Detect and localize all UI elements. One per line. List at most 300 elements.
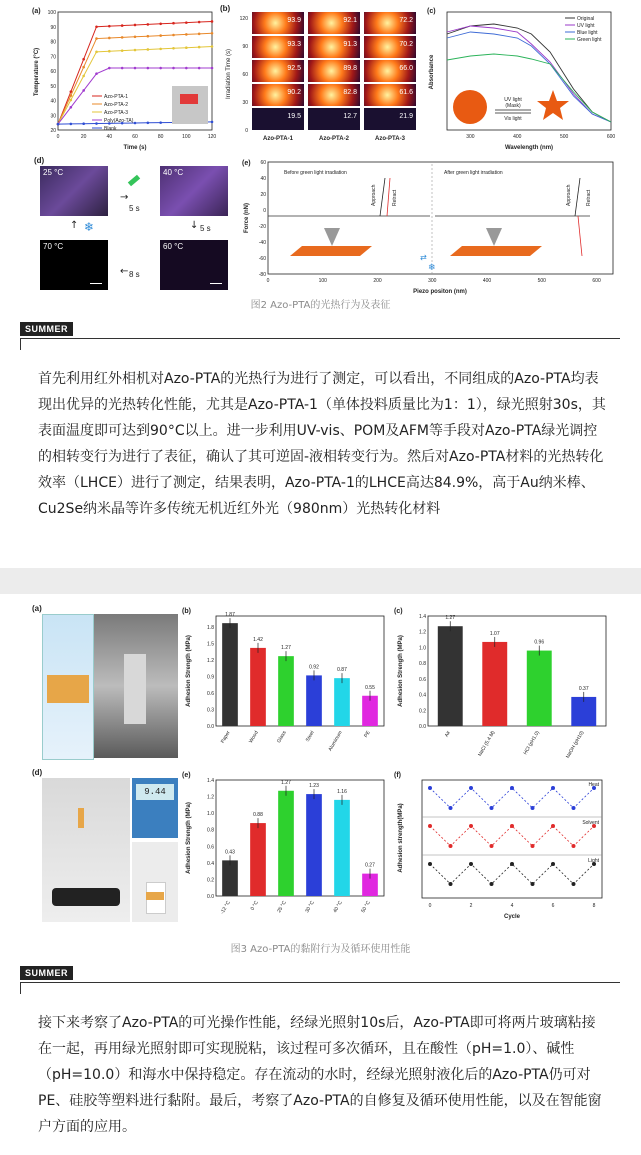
section-tag-1: SUMMER	[20, 322, 73, 336]
glass-slide-photo	[42, 614, 94, 760]
fig2e-ytick: -60	[258, 256, 266, 262]
fig2e-ytick: 40	[260, 176, 266, 182]
f3e-data-label: 1.23	[309, 783, 319, 790]
pom-temp-40: 40 °C	[163, 168, 184, 177]
fig3f-point	[449, 806, 453, 810]
thermal-image-cell	[364, 84, 416, 106]
fig2a-point	[70, 106, 73, 109]
fig2a-point	[185, 46, 188, 49]
tensile-tester-photo	[94, 614, 178, 758]
f3c-data-label: 0.96	[534, 639, 545, 646]
thermal-image-cell	[252, 84, 304, 106]
f3e-data-label: 1.27	[281, 779, 291, 786]
fig2e-xtick: 400	[482, 278, 492, 284]
thermal-image-cell	[308, 36, 360, 58]
fig2a-point	[159, 67, 162, 70]
fig2c-legend-label: Green light	[577, 37, 602, 43]
thermal-image-cell	[364, 36, 416, 58]
fig2a-xtick: 120	[207, 134, 217, 140]
fig2a-point	[198, 33, 201, 36]
fig3f-point	[469, 786, 473, 790]
f3c-data-label: 0.37	[578, 685, 589, 692]
fig2e-ytick: 20	[260, 192, 266, 198]
fig2a-legend-label: Azo-PTA-1	[104, 94, 129, 100]
fig2a-point	[147, 67, 150, 70]
arrow-up-icon: ↑	[70, 220, 79, 231]
fig2b-ylabel: Irradiation Time (s)	[226, 48, 232, 100]
weight-hanging-photo	[42, 778, 130, 922]
fig2a-point	[147, 35, 150, 38]
f3e-xtick: 25 °C	[276, 900, 288, 914]
pom-image-70c	[40, 240, 108, 290]
f3b-xtick: Glass	[276, 730, 288, 745]
fig2b-col-label: Azo-PTA-1	[263, 136, 293, 142]
f3e-bar	[334, 800, 350, 896]
f3c-label: (c)	[394, 608, 403, 615]
f3e-ylabel: Adhesion Strength (MPa)	[186, 802, 192, 874]
f3e-label: (e)	[182, 772, 191, 779]
fig3f-point	[531, 882, 535, 886]
fig2a-ylabel: Temperature (°C)	[34, 47, 40, 97]
fig3f-point	[428, 862, 432, 866]
thermal-max-value: 89.8	[343, 65, 357, 72]
fig2a-point	[95, 37, 98, 40]
fig3f-xtick: 6	[551, 903, 555, 909]
fig3-panel-f-chart	[392, 768, 612, 934]
f3e-xtick: 50 °C	[360, 900, 372, 914]
pom-image-25c	[40, 166, 108, 216]
f3b-frame	[216, 616, 384, 726]
fig2a-ytick: 40	[50, 98, 56, 105]
f3b-ytick: 0.0	[207, 724, 214, 730]
fig2a-point	[134, 67, 137, 70]
fig2a-point	[211, 121, 214, 124]
fig3f-series-line	[430, 864, 594, 884]
thermal-image-cell	[308, 84, 360, 106]
f3c-bar	[527, 651, 552, 726]
fig2c-uv-text: UV light	[504, 97, 522, 103]
fig3f-point	[449, 844, 453, 848]
f3c-xtick: HCl (pH1.0)	[522, 730, 541, 756]
fig2e-label: (e)	[242, 160, 251, 167]
fig3-panel-b-chart	[180, 604, 390, 764]
pom-temp-60: 60 °C	[163, 242, 184, 251]
fig2a-point	[159, 48, 162, 51]
f3e-xtick: -12 °C	[219, 900, 232, 916]
fig2e-snowflake-icon: ❄	[428, 263, 436, 273]
fig2a-point	[198, 21, 201, 24]
fig2a-point	[108, 25, 111, 28]
fig3-panel-c-chart	[392, 604, 612, 764]
fig3f-point	[510, 862, 514, 866]
f3b-ytick: 1.5	[207, 641, 214, 648]
thermal-image-cell	[308, 60, 360, 82]
fig2c-ylabel: Absorbance	[429, 54, 435, 90]
fig3f-point	[572, 844, 576, 848]
thermal-max-value: 93.9	[287, 17, 301, 24]
f3c-ytick: 1.4	[419, 614, 426, 620]
f3e-bar	[222, 860, 238, 896]
fig2a-legend-label: Azo-PTA-2	[104, 102, 129, 108]
fig2a-point	[121, 67, 124, 70]
fig3-panel-e-chart	[180, 768, 390, 934]
f3b-xtick: Wood	[248, 730, 260, 745]
fig2c-legend-label: UV light	[577, 23, 595, 29]
figure-3	[30, 604, 615, 934]
fig3f-xlabel: Cycle	[503, 914, 521, 920]
fig2a-ytick: 80	[50, 39, 56, 46]
f3e-data-label: 0.88	[253, 812, 263, 819]
fig3f-point	[572, 806, 576, 810]
fig2e-xtick: 100	[318, 278, 327, 284]
fig3f-ylabel: Adhesion strength(MPa)	[398, 803, 404, 873]
section-tag-2: SUMMER	[20, 966, 73, 980]
fig2a-ytick: 50	[50, 83, 56, 90]
fig2a-point	[121, 24, 124, 27]
f3c-ytick: 0.6	[419, 676, 426, 683]
fig2a-point	[134, 122, 137, 125]
thermal-image-cell	[252, 36, 304, 58]
fig2e-xlabel: Piezo positon (nm)	[413, 289, 467, 295]
fig2-panel-e-chart	[240, 156, 615, 296]
fig2e-approach-1: Approach	[371, 184, 377, 206]
fig2a-point	[147, 48, 150, 51]
f3c-xtick: NaCl (5.4 M)	[477, 730, 497, 758]
thermal-max-value: 66.0	[399, 65, 413, 72]
f3e-frame	[216, 780, 384, 896]
thermal-max-value: 90.2	[287, 89, 301, 96]
fig2e-xtick: 0	[266, 278, 270, 284]
fig2b-label: (b)	[220, 4, 231, 13]
fig2a-point	[211, 45, 214, 48]
fig2a-xtick: 80	[157, 134, 164, 140]
fig2e-retract-1: Retract	[392, 189, 398, 206]
fig3f-legend-label: Heat	[588, 782, 599, 788]
afm-tip-after	[486, 228, 502, 246]
f3c-data-label: 1.07	[489, 630, 500, 637]
thermal-image-cell	[364, 60, 416, 82]
f3b-xtick: PE	[363, 730, 372, 739]
fig2-panel-c-chart	[425, 4, 615, 154]
afm-sample-before	[290, 246, 372, 256]
fig2a-point	[82, 58, 85, 61]
fig2e-double-arrow-icon: ⇄	[420, 253, 427, 262]
fig2a-xtick: 40	[106, 134, 113, 140]
green-light-icon	[128, 175, 140, 187]
fig2e-xtick: 600	[592, 278, 601, 284]
fig3f-point	[490, 806, 494, 810]
fig2a-point	[134, 35, 137, 38]
thermal-max-value: 92.5	[287, 65, 301, 72]
thermal-image-cell	[252, 108, 304, 130]
hook-sample-photo	[132, 842, 178, 922]
figure-2	[30, 4, 615, 294]
f3c-ytick: 0.2	[419, 708, 426, 715]
fig2a-point	[82, 75, 85, 78]
fig3f-point	[469, 862, 473, 866]
f3e-ytick: 1.4	[207, 778, 214, 784]
fig3f-point	[572, 882, 576, 886]
fig2b-col-label: Azo-PTA-2	[319, 136, 349, 142]
arrow-right-icon: →	[120, 192, 129, 203]
f3b-ytick: 0.3	[207, 707, 214, 714]
fig2a-point	[172, 34, 175, 37]
fig2e-xtick: 300	[428, 278, 437, 284]
time-5s-a: 5 s	[129, 204, 140, 213]
fig2a-ytick: 70	[50, 54, 56, 61]
f3e-ytick: 1.0	[207, 811, 214, 818]
thermal-max-value: 82.8	[343, 89, 357, 96]
fig2a-xtick: 100	[182, 134, 191, 140]
fig2c-legend-label: Original	[577, 16, 595, 22]
f3e-ytick: 0.4	[207, 860, 214, 867]
fig3f-series-line	[430, 788, 594, 808]
fig3d-label: (d)	[32, 768, 43, 777]
fig3f-xtick: 4	[510, 903, 514, 909]
fig2c-xtick: 400	[513, 134, 522, 140]
f3b-bar	[278, 656, 294, 726]
thermal-max-value: 21.9	[399, 113, 413, 120]
fig2a-point	[108, 67, 111, 70]
fig2b-ytick: 90	[242, 44, 248, 50]
fig2-panel-a-chart	[30, 4, 215, 154]
fig2b-ytick: 30	[242, 100, 248, 106]
f3b-bar	[306, 675, 322, 726]
thermal-max-value: 72.2	[399, 17, 413, 24]
fig2c-original-disk	[453, 90, 487, 124]
thermal-image-cell	[308, 108, 360, 130]
fig2c-xtick: 300	[466, 134, 475, 140]
fig3f-point	[428, 824, 432, 828]
fig2a-point	[57, 123, 60, 126]
pom-image-60c	[160, 240, 228, 290]
fig2a-point	[185, 33, 188, 36]
f3e-ytick: 0.0	[207, 894, 214, 900]
fig2a-label: (a)	[32, 8, 41, 15]
f3e-ytick: 0.8	[207, 827, 214, 834]
fig2a-xtick: 20	[80, 134, 87, 140]
fig3f-xtick: 2	[469, 903, 473, 909]
fig2a-point	[70, 94, 73, 97]
f3e-xtick: 0 °C	[249, 900, 260, 912]
f3c-ytick: 0.8	[419, 661, 426, 668]
fig2a-point	[134, 49, 137, 52]
section-separator	[0, 568, 641, 594]
f3e-data-label: 0.43	[225, 849, 235, 856]
fig2e-xtick: 200	[373, 278, 382, 284]
f3e-bar	[250, 823, 266, 896]
f3b-ytick: 1.2	[207, 658, 214, 664]
f3c-ytick: 1.2	[419, 629, 426, 636]
f3e-data-label: 1.16	[337, 788, 347, 795]
thermal-max-value: 12.7	[343, 113, 357, 120]
thermal-image-cell	[252, 60, 304, 82]
f3e-data-label: 0.27	[365, 862, 375, 869]
fig2-panel-d	[34, 156, 234, 291]
afm-sample-after	[450, 246, 542, 256]
f3b-data-label: 0.92	[309, 664, 319, 671]
fig2a-legend-label: Blank	[104, 126, 117, 132]
thermal-max-value: 92.1	[343, 17, 357, 24]
fig2e-ytick: -80	[258, 272, 266, 278]
f3c-xtick: Air	[443, 730, 452, 739]
fig2e-ytick: -40	[258, 240, 266, 246]
f3b-xtick: Aluminum	[327, 730, 344, 753]
fig3f-point	[551, 786, 555, 790]
fig2a-point	[82, 66, 85, 69]
fig2a-point	[172, 22, 175, 25]
fig2a-point	[172, 47, 175, 50]
digital-scale-photo	[132, 778, 178, 838]
fig2a-point	[82, 89, 85, 92]
fig2a-point	[121, 49, 124, 52]
f3e-ytick: 0.2	[207, 877, 214, 884]
fig2a-point	[95, 51, 98, 54]
f3c-ylabel: Adhesion Strength (MPa)	[398, 635, 404, 707]
fig2c-star-disk	[537, 90, 569, 120]
fig2a-point	[198, 46, 201, 49]
f3b-bar	[250, 648, 266, 726]
fig3a-label: (a)	[32, 604, 42, 613]
f3e-xtick: 30 °C	[304, 900, 316, 914]
f3b-ytick: 1.8	[207, 625, 214, 631]
fig3f-frame	[422, 780, 602, 898]
time-8s: 8 s	[129, 270, 140, 279]
f3b-ytick: 0.9	[207, 674, 214, 681]
f3b-ylabel: Adhesion Strength (MPa)	[186, 635, 192, 707]
fig2a-ytick: 60	[50, 69, 56, 75]
fig2a-inset-photo	[172, 86, 208, 124]
fig2e-xtick: 500	[537, 278, 546, 284]
f3b-data-label: 0.87	[337, 667, 347, 674]
fig3-caption: 图3 Azo-PTA的黏附行为及循环使用性能	[230, 944, 411, 955]
pom-image-40c	[160, 166, 228, 216]
f3c-ytick: 0.0	[419, 724, 426, 730]
scale-reading: 9.44	[136, 784, 174, 800]
fig2a-point	[95, 72, 98, 75]
fig2a-ytick: 90	[50, 24, 56, 31]
fig2c-legend-label: Blue light	[577, 30, 598, 36]
thermal-image-cell	[252, 12, 304, 34]
fig3f-point	[469, 824, 473, 828]
fig2a-point	[134, 24, 137, 27]
fig2a-point	[172, 67, 175, 70]
f3b-label: (b)	[182, 608, 191, 615]
fig2c-vis-text: Vis light	[504, 116, 522, 122]
fig2b-col-label: Azo-PTA-3	[375, 136, 405, 142]
arrow-down-icon: ↓	[190, 220, 199, 231]
fig2a-xtick: 0	[56, 134, 60, 140]
fig3f-point	[510, 824, 514, 828]
fig2e-ytick: 60	[260, 160, 266, 166]
fig2a-point	[82, 122, 85, 125]
fig2e-ylabel: Force (nN)	[244, 203, 250, 233]
fig3f-point	[531, 844, 535, 848]
fig3f-legend-label: Solvent	[582, 820, 599, 826]
tag-divider-1	[20, 338, 620, 339]
f3b-data-label: 1.27	[281, 645, 291, 652]
f3e-bar	[278, 791, 294, 896]
fig2a-point	[95, 122, 98, 125]
paragraph-1: 首先利用红外相机对Azo-PTA的光热行为进行了测定，可以看出，不同组成的Azo-PTA均表现出优异的光热转化性能，尤其是Azo-PTA-1（单体投料质量比为1：1），绿光照射30s，其表面温度即可达到90°C以上。进一步利用UV-vis、POM及AFM等手段对Azo-PTA绿光调控的相转变行为进行了表征，确认了其可逆固-液相转变行为。然后对Azo-PTA材料的光热转化效率（LHCE）进行了测定，结果表明，Azo-PTA-1的LHCE高达84.9%，高于Au纳米棒、Cu2Se纳米晶等许多传统无机近红外光（980nm）光热转化材料	[38, 371, 606, 517]
fig2a-point	[211, 32, 214, 35]
fig2a-point	[70, 123, 73, 126]
fig2c-xtick: 600	[606, 134, 616, 140]
fig3f-point	[551, 862, 555, 866]
fig2a-point	[185, 67, 188, 70]
f3e-xtick: 40 °C	[332, 900, 344, 914]
f3c-bar	[482, 642, 507, 726]
fig2d-label: (d)	[34, 156, 45, 165]
fig3f-point	[490, 882, 494, 886]
fig2c-xtick: 500	[559, 134, 569, 140]
fig3f-legend-label: Light	[588, 858, 599, 864]
f3b-data-label: 1.42	[253, 636, 263, 643]
fig2a-point	[159, 121, 162, 124]
fig2a-point	[159, 23, 162, 26]
thermal-image-cell	[364, 12, 416, 34]
thermal-max-value: 91.3	[343, 41, 357, 48]
fig3f-point	[428, 786, 432, 790]
thermal-image-cell	[364, 108, 416, 130]
fig3f-series-line	[430, 826, 594, 846]
fig2-caption: 图2 Azo-PTA的光热行为及表征	[250, 300, 391, 311]
fig2a-point	[95, 25, 98, 28]
thermal-image-cell	[308, 12, 360, 34]
fig2a-ytick: 20	[50, 128, 56, 134]
fig2a-legend-label: Azo-PTA-3	[104, 110, 129, 116]
fig2a-point	[211, 20, 214, 23]
fig2c-label: (c)	[427, 8, 436, 15]
f3c-data-label: 1.27	[445, 615, 456, 622]
fig2e-retract-2: Retract	[586, 189, 592, 206]
fig2a-ytick: 30	[50, 113, 56, 120]
fig2b-ytick: 120	[239, 16, 248, 22]
fig2a-point	[159, 34, 162, 37]
fig2b-ytick: 60	[242, 72, 248, 78]
f3b-bar	[334, 678, 350, 726]
snowflake-icon: ❄	[84, 220, 95, 234]
fig2a-point	[147, 23, 150, 26]
fig3f-xtick: 0	[428, 903, 432, 909]
time-5s-b: 5 s	[200, 224, 211, 233]
fig3f-point	[490, 844, 494, 848]
f3b-data-label: 0.55	[365, 684, 375, 691]
fig3f-point	[510, 786, 514, 790]
f3c-ytick: 0.4	[419, 692, 426, 699]
fig2c-xlabel: Wavelength (nm)	[504, 145, 554, 151]
f3c-xtick: NaOH (pH10)	[564, 730, 586, 760]
thermal-max-value: 93.3	[287, 41, 301, 48]
f3e-ytick: 0.6	[207, 844, 214, 851]
f3b-ytick: 0.6	[207, 691, 214, 697]
tag-divider-2	[20, 982, 620, 983]
fig2a-point	[70, 99, 73, 102]
fig2a-point	[211, 67, 214, 70]
arrow-left-icon: ←	[120, 266, 129, 277]
fig2e-ytick: 0	[263, 208, 266, 214]
f3c-bar	[438, 626, 463, 726]
fig3f-point	[531, 806, 535, 810]
f3b-xtick: Steel	[304, 730, 316, 743]
thermal-max-value: 70.2	[399, 41, 413, 48]
fig2e-approach-2: Approach	[566, 184, 572, 206]
fig2a-point	[185, 21, 188, 24]
fig3f-point	[449, 882, 453, 886]
pom-temp-25: 25 °C	[43, 168, 64, 177]
fig2c-mask-text: (Mask)	[505, 103, 521, 109]
fig2b-ytick: 0	[245, 128, 248, 134]
